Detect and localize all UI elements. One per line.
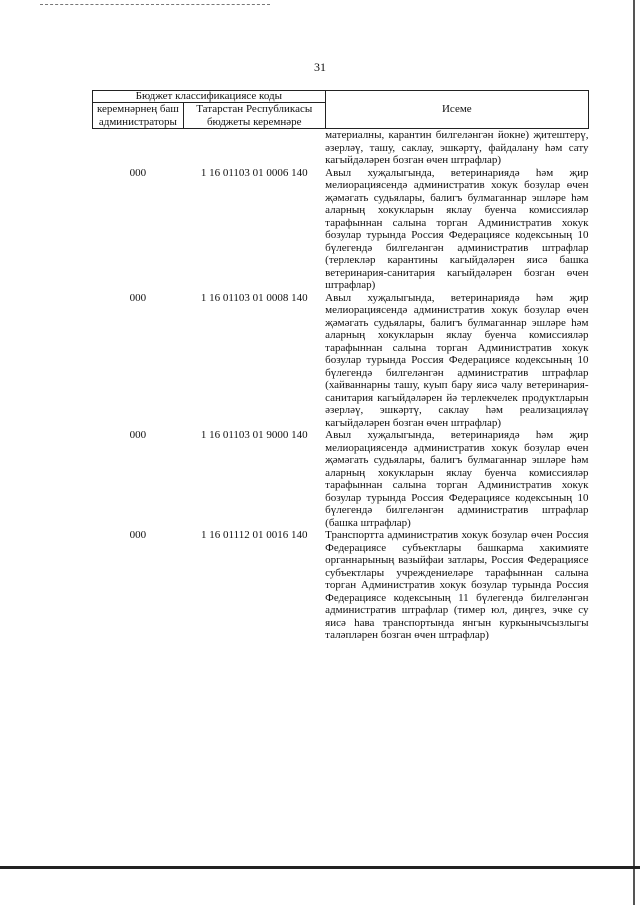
cell-code: 1 16 01112 01 0016 140 xyxy=(201,529,308,541)
cell-name: Транспортта административ хокук бозулар өчен Россия Федерациясе субъектлары башкарма хакимияте органнарының вазыйфаи затлары, Россия Федерациясе субъектлары учреждениеләре тарафыннан салына торган Административ хокук бозулар турында Россия Федерациясе кодексының 11 бүлегендә билгеләнгән административ штрафлар (тимер юл, диңгез, эчке су яисә һава транспортында янгын куркынычсызлыгы таләпләрен бозган өчен штрафлар) xyxy=(325,529,589,641)
header-row-group xyxy=(93,91,589,103)
cell-admin: 000 xyxy=(129,429,147,441)
scan-artifact-top xyxy=(40,4,270,6)
table-row xyxy=(93,167,589,292)
cell-name: материалны, карантин билгеләнгән йокне) җитештерү, әзерләү, ташу, саклау, эшкәртү, файдалану һәм сату кагыйдәләрен бозган өчен штрафлар) xyxy=(325,129,589,166)
cell-name: Авыл хуҗалыгында, ветеринариядә һәм җир мелиорациясендә административ хокук бозулар өчен җәмәгать судьялары, балигъ булмаганнар эшләре һәм аларның хокукларын яклау буенча комиссияләр тарафыннан салына торган Административ хокук бозулар турында Россия Федерациясе кодексының 10 бүлегендә билгеләнгән административ штрафлар (башка штрафлар) xyxy=(325,429,589,529)
page-number: 31 xyxy=(314,60,326,74)
cell-code: 1 16 01103 01 0006 140 xyxy=(200,166,308,179)
cell-admin: 000 xyxy=(129,291,147,304)
table-row xyxy=(93,292,589,430)
budget-classification-table xyxy=(92,90,589,642)
header-budget-classification-codes: Бюджет классификациясе коды xyxy=(93,91,326,103)
scan-artifact-right-edge xyxy=(633,0,635,905)
cell-name: Авыл хуҗалыгында, ветеринариядә һәм җир мелиорациясендә административ хокук бозулар өчен җәмәгать судьялары, балигъ булмаганнар эшләре һәм аларның хокукларын яклау буенча комиссияләр тарафыннан салына торган Административ хокук бозулар турында Россия Федерациясе кодексының 10 бүлегендә билгеләнгән административ штрафлар (терлекләр карантины кагыйдәләрен яисә башка ветеринария-санитария кагыйдәләрен бозган өчен штрафлар) xyxy=(325,166,589,291)
header-name: Исеме xyxy=(325,91,588,129)
cell-code xyxy=(183,129,325,167)
scan-artifact-bottom-edge xyxy=(0,866,640,869)
cell-code: 1 16 01103 01 0008 140 xyxy=(200,291,308,304)
cell-admin xyxy=(93,129,184,167)
table-row xyxy=(93,429,589,529)
cell-code: 1 16 01103 01 9000 140 xyxy=(200,429,308,441)
header-budget-revenue-code: Татарстан Республикасы бюджеты керемнәре xyxy=(183,103,325,129)
cell-admin: 000 xyxy=(129,166,147,179)
table-row-continuation xyxy=(93,129,589,167)
cell-admin: 000 xyxy=(129,529,147,541)
table-body xyxy=(93,129,589,642)
header-chief-administrator: керемнәрнең баш администраторы xyxy=(93,103,184,129)
table-row xyxy=(93,529,589,642)
table-header xyxy=(93,91,589,129)
cell-name: Авыл хуҗалыгында, ветеринариядә һәм җир мелиорациясендә административ хокук бозулар өчен җәмәгать судьялары, балигъ булмаганнар эшләре һәм аларның хокукларын яклау буенча комиссияләр тарафыннан салына торган Административ хокук бозулар турында Россия Федерациясе кодексының 10 бүлегендә билгеләнгән административ штрафлар (хайваннарны ташу, куып бару яисә чалу ветеринария-санитария кагыйдәләрен йә терлекчелек продуктларын әзерләү, эшкәртү, саклау һәм реализацияләү кагыйдәләрен бозган өчен штрафлар) xyxy=(325,291,589,429)
